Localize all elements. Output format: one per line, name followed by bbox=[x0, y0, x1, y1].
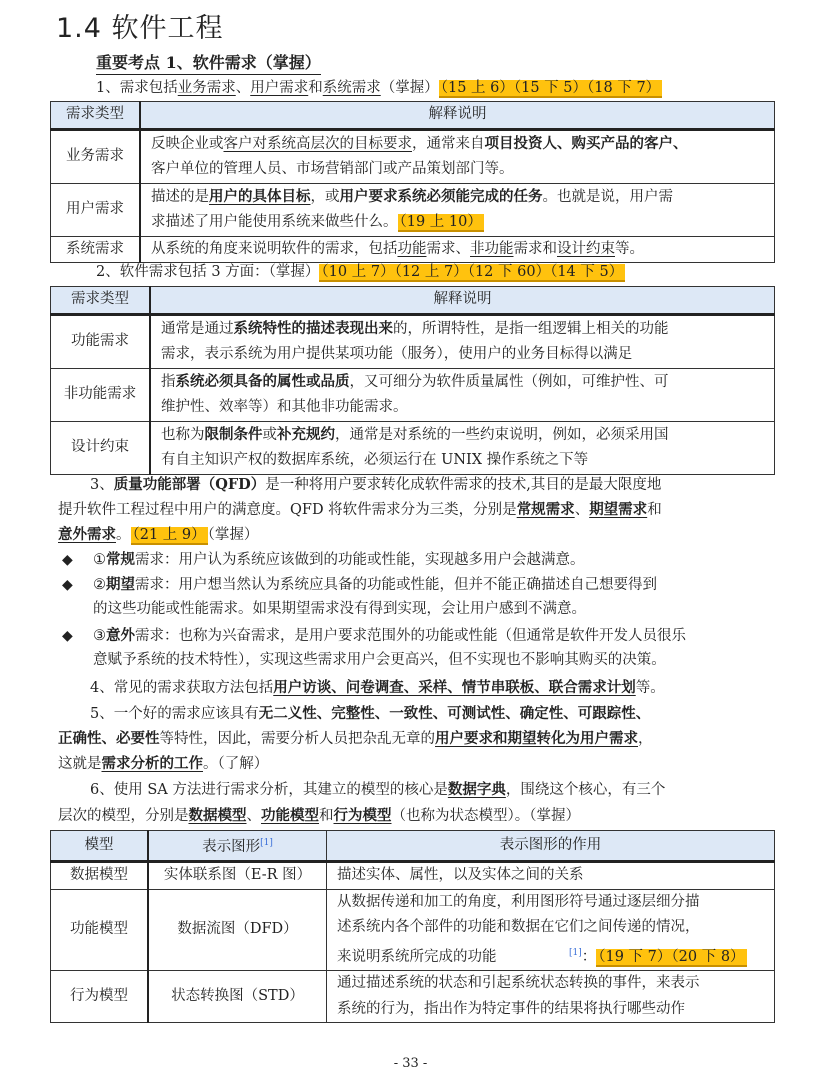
text-segment: 、 bbox=[246, 808, 261, 824]
text-segment: 4、常见的需求获取方法包括 bbox=[90, 680, 274, 696]
model-desc bbox=[327, 862, 775, 890]
text-segment: 通过描述系统的状态和引起系统状态转换的事件，来表示 bbox=[337, 975, 700, 992]
col-header-label: 表示图形 bbox=[202, 838, 261, 855]
text-segment: 。也就是说，用户需 bbox=[542, 188, 673, 205]
text-segment: 。（了解） bbox=[203, 756, 269, 772]
text-segment: 指 bbox=[161, 373, 176, 390]
text-segment: 来说明系统所完成的功能 bbox=[337, 948, 569, 965]
text-segment: ，通常是对系统的一些约束说明，例如，必须采用国 bbox=[335, 426, 669, 443]
text-segment: 需求，表示系统为用户提供某项功能（服务），使用户的业务目标得以满足 bbox=[161, 346, 633, 362]
text-segment: 2、软件需求包括 3 方面：（掌握） bbox=[96, 264, 320, 280]
footnote-ref[interactable]: [1] bbox=[569, 947, 582, 958]
paragraph-5-cont bbox=[58, 751, 268, 778]
text-segment: 用户需求 bbox=[250, 80, 309, 96]
text-segment: 和 bbox=[308, 80, 323, 96]
text-segment: ： bbox=[581, 948, 597, 965]
col-header: 模型 bbox=[51, 831, 149, 862]
text-segment: 用户要求和期望转化为用户需求 bbox=[435, 730, 638, 747]
paragraph-5 bbox=[90, 701, 650, 728]
paragraph-3-cont bbox=[58, 522, 258, 549]
model-name: 数据模型 bbox=[51, 862, 149, 890]
section-title: 1.4 软件工程 bbox=[56, 13, 224, 44]
bullet-expected-cont bbox=[93, 597, 586, 623]
text-segment: 这就是 bbox=[58, 756, 102, 772]
text-segment: 。 bbox=[116, 527, 131, 543]
text-segment: ，又可细分为软件质量属性（例如，可维护性、可 bbox=[349, 373, 669, 390]
paragraph-3 bbox=[90, 472, 661, 499]
text-segment: 求描述了用户能使用系统来做些什么。 bbox=[151, 214, 398, 230]
req-type: 业务需求 bbox=[51, 129, 141, 183]
model-graph: 实体联系图（E-R 图） bbox=[148, 862, 327, 890]
text-segment: 和 bbox=[647, 502, 662, 518]
text-segment: 功能 bbox=[397, 240, 427, 257]
text-segment: 非功能 bbox=[470, 240, 514, 257]
text-segment: 6、使用 SA 方法进行需求分析，其建立的模型的核心是 bbox=[90, 782, 448, 798]
paragraph-5-cont bbox=[58, 726, 653, 753]
text-segment: 期望需求 bbox=[589, 501, 648, 518]
text-segment: ，通常来自 bbox=[412, 135, 485, 152]
text-segment: 用户要求系统必须能完成的任务 bbox=[339, 187, 543, 205]
text-segment: 描述的是 bbox=[151, 188, 209, 205]
text-segment: 等。 bbox=[635, 680, 665, 696]
text-segment: 设计约束 bbox=[557, 240, 615, 257]
diamond-bullet-icon: ◆ bbox=[62, 577, 73, 593]
text-segment: 期望 bbox=[106, 576, 135, 593]
model-graph: 数据流图（DFD） bbox=[148, 889, 327, 970]
text-segment: ③ bbox=[93, 628, 106, 644]
text-segment: ② bbox=[93, 577, 106, 593]
text-segment: 是一种将用户要求转化成软件需求的技术,其目的是最大限度地 bbox=[265, 477, 662, 493]
model-graph: 状态转换图（STD） bbox=[148, 971, 327, 1023]
text-segment: 通常是通过 bbox=[161, 320, 234, 337]
req-desc bbox=[140, 129, 775, 183]
text-segment: （也称为状态模型）。（掌握） bbox=[391, 808, 580, 824]
model-name: 功能模型 bbox=[51, 889, 149, 970]
text-segment: 项目投资人、购买产品的客户、 bbox=[484, 134, 688, 152]
col-header: 需求类型 bbox=[51, 102, 141, 130]
req-desc bbox=[150, 368, 775, 421]
text-segment: 系统必须具备的属性或品质 bbox=[175, 372, 350, 390]
text-segment: 常规 bbox=[106, 551, 135, 568]
text-segment: 业务需求 bbox=[177, 80, 236, 96]
text-segment: 质量功能部署（QFD） bbox=[113, 476, 266, 493]
req-type: 用户需求 bbox=[51, 183, 141, 236]
text-segment: 或 bbox=[262, 426, 277, 443]
model-desc bbox=[327, 889, 775, 970]
text-segment: 需求：用户认为系统应该做到的功能或性能，实现越多用户会越满意。 bbox=[135, 552, 585, 568]
bullet-expected bbox=[93, 572, 657, 599]
text-segment: （掌握） bbox=[207, 527, 259, 543]
text-segment: ， bbox=[638, 731, 653, 747]
footnote-ref[interactable]: [1] bbox=[260, 838, 273, 848]
text-segment: 无二义性、完整性、一致性、可测试性、确定性、可跟踪性、 bbox=[258, 705, 651, 722]
text-segment: ，或 bbox=[310, 188, 340, 205]
text-segment: 意外需求 bbox=[58, 526, 116, 543]
text-segment: 反映企业或 bbox=[151, 135, 224, 152]
text-segment: 、 bbox=[235, 80, 251, 96]
text-segment: 从数据传递和加工的角度，利用图形符号通过逐层细分描 bbox=[337, 893, 700, 910]
req-desc bbox=[140, 183, 775, 236]
text-segment: 也称为 bbox=[161, 426, 205, 443]
text-segment: 意赋予系统的技术特性），实现这些需求用户会更高兴，但不实现也不影响其购买的决策。 bbox=[93, 652, 666, 668]
text-segment: 从系统的角度来说明软件的需求，包括 bbox=[151, 240, 398, 257]
exam-reference-highlight: （19 下 7）（20 下 8） bbox=[598, 948, 745, 965]
text-segment: 的，所谓特性，是指一组逻辑上相关的功能 bbox=[393, 320, 669, 337]
text-segment: 的这些功能或性能需求。如果期望需求没有得到实现，会让用户感到不满意。 bbox=[93, 601, 586, 617]
software-requirements-table bbox=[50, 286, 775, 475]
text-segment: 、 bbox=[574, 502, 590, 518]
req-type: 功能需求 bbox=[51, 314, 151, 368]
col-header: 解释说明 bbox=[140, 102, 775, 130]
text-segment: 需求：用户想当然认为系统应具备的功能或性能，但并不能正确描述自己想要得到 bbox=[135, 577, 657, 593]
req-type: 系统需求 bbox=[51, 236, 141, 263]
text-segment: 需求分析的工作 bbox=[101, 755, 203, 772]
text-segment: 5、一个好的需求应该具有 bbox=[90, 706, 259, 722]
text-segment: 数据模型 bbox=[188, 807, 247, 824]
text-segment: 系统特性的描述表现出来 bbox=[233, 319, 393, 337]
text-segment: ① bbox=[93, 552, 106, 568]
paragraph-2 bbox=[96, 260, 625, 286]
exam-reference-highlight: （10 上 7）（12 上 7）（12 下 60）（14 下 5） bbox=[321, 264, 624, 280]
bullet-unexpected-cont bbox=[93, 648, 666, 674]
text-segment: 数据字典 bbox=[447, 781, 506, 798]
paragraph-1 bbox=[96, 76, 662, 102]
text-segment: 需求和 bbox=[513, 240, 557, 257]
text-segment: 述系统内各个部件的功能和数据在它们之间传递的情况， bbox=[337, 919, 700, 936]
req-desc bbox=[150, 314, 775, 368]
req-type: 设计约束 bbox=[51, 421, 151, 474]
exam-reference-highlight: （19 上 10） bbox=[399, 214, 482, 230]
text-segment: 等。 bbox=[615, 240, 644, 257]
exam-reference-highlight: （21 上 9） bbox=[132, 527, 206, 543]
page-number: - 33 - bbox=[393, 1056, 428, 1071]
diamond-bullet-icon: ◆ bbox=[62, 628, 73, 644]
text-segment: 描述实体、属性，以及实体之间的关系 bbox=[337, 867, 584, 884]
text-segment: 需求：也称为兴奋需求，是用户要求范围外的功能或性能（但通常是软件开发人员很乐 bbox=[135, 628, 686, 644]
paragraph-6 bbox=[90, 777, 665, 804]
text-segment: 维护性、效率等）和其他非功能需求。 bbox=[161, 399, 408, 415]
paragraph-6-cont bbox=[58, 803, 580, 830]
text-segment: 需求、 bbox=[426, 240, 470, 257]
text-segment: 等特性，因此，需要分析人员把杂乱无章的 bbox=[159, 731, 435, 747]
model-name: 行为模型 bbox=[51, 971, 149, 1023]
text-segment: 用户的具体目标 bbox=[209, 187, 311, 205]
text-segment: 客户单位的管理人员、市场营销部门或产品策划部门等。 bbox=[151, 161, 514, 177]
req-desc bbox=[140, 236, 775, 263]
col-header bbox=[148, 831, 327, 862]
bullet-regular bbox=[93, 547, 585, 574]
text-segment: 和 bbox=[319, 808, 334, 824]
text-segment: 限制条件 bbox=[204, 425, 263, 443]
text-segment: （掌握） bbox=[380, 80, 439, 96]
text-segment: ，围绕这个核心，有三个 bbox=[505, 782, 666, 798]
text-segment: 3、 bbox=[90, 477, 114, 493]
col-header: 需求类型 bbox=[51, 287, 151, 315]
text-segment: 意外 bbox=[106, 627, 135, 644]
text-segment: 正确性、必要性 bbox=[58, 730, 160, 747]
paragraph-3-cont bbox=[58, 497, 662, 524]
text-segment: 提升软件工程过程中用户的满意度。QFD 将软件需求分为三类，分别是 bbox=[58, 502, 517, 518]
paragraph-4 bbox=[90, 675, 665, 702]
key-point-heading: 重要考点 1、软件需求（掌握） bbox=[96, 50, 321, 75]
text-segment: 有自主知识产权的数据库系统，必须运行在 UNIX 操作系统之下等 bbox=[161, 452, 589, 468]
col-header: 表示图形的作用 bbox=[327, 831, 775, 862]
exam-reference-highlight: （15 上 6）（15 下 5）（18 下 7） bbox=[440, 80, 661, 96]
text-segment: 用户访谈、问卷调查、采样、情节串联板、联合需求计划 bbox=[273, 679, 636, 696]
text-segment: 客户对系统高层次的目标要求 bbox=[223, 135, 412, 152]
model-desc bbox=[327, 971, 775, 1023]
text-segment: 层次的模型，分别是 bbox=[58, 808, 189, 824]
req-type: 非功能需求 bbox=[51, 368, 151, 421]
text-segment: 系统的行为，指出作为特定事件的结果将执行哪些动作 bbox=[337, 1000, 685, 1017]
req-desc bbox=[150, 421, 775, 474]
text-segment: 补充规约 bbox=[277, 425, 335, 443]
text-segment: 系统需求 bbox=[322, 80, 381, 96]
requirements-table bbox=[50, 101, 775, 263]
bullet-unexpected bbox=[93, 623, 686, 650]
diamond-bullet-icon: ◆ bbox=[62, 552, 73, 568]
models-table bbox=[50, 830, 775, 1023]
text-segment: 常规需求 bbox=[516, 501, 575, 518]
text-segment: 1、需求包括 bbox=[96, 80, 178, 96]
text-segment: 功能模型 bbox=[261, 807, 319, 824]
text-segment: 行为模型 bbox=[333, 807, 392, 824]
col-header: 解释说明 bbox=[150, 287, 775, 315]
